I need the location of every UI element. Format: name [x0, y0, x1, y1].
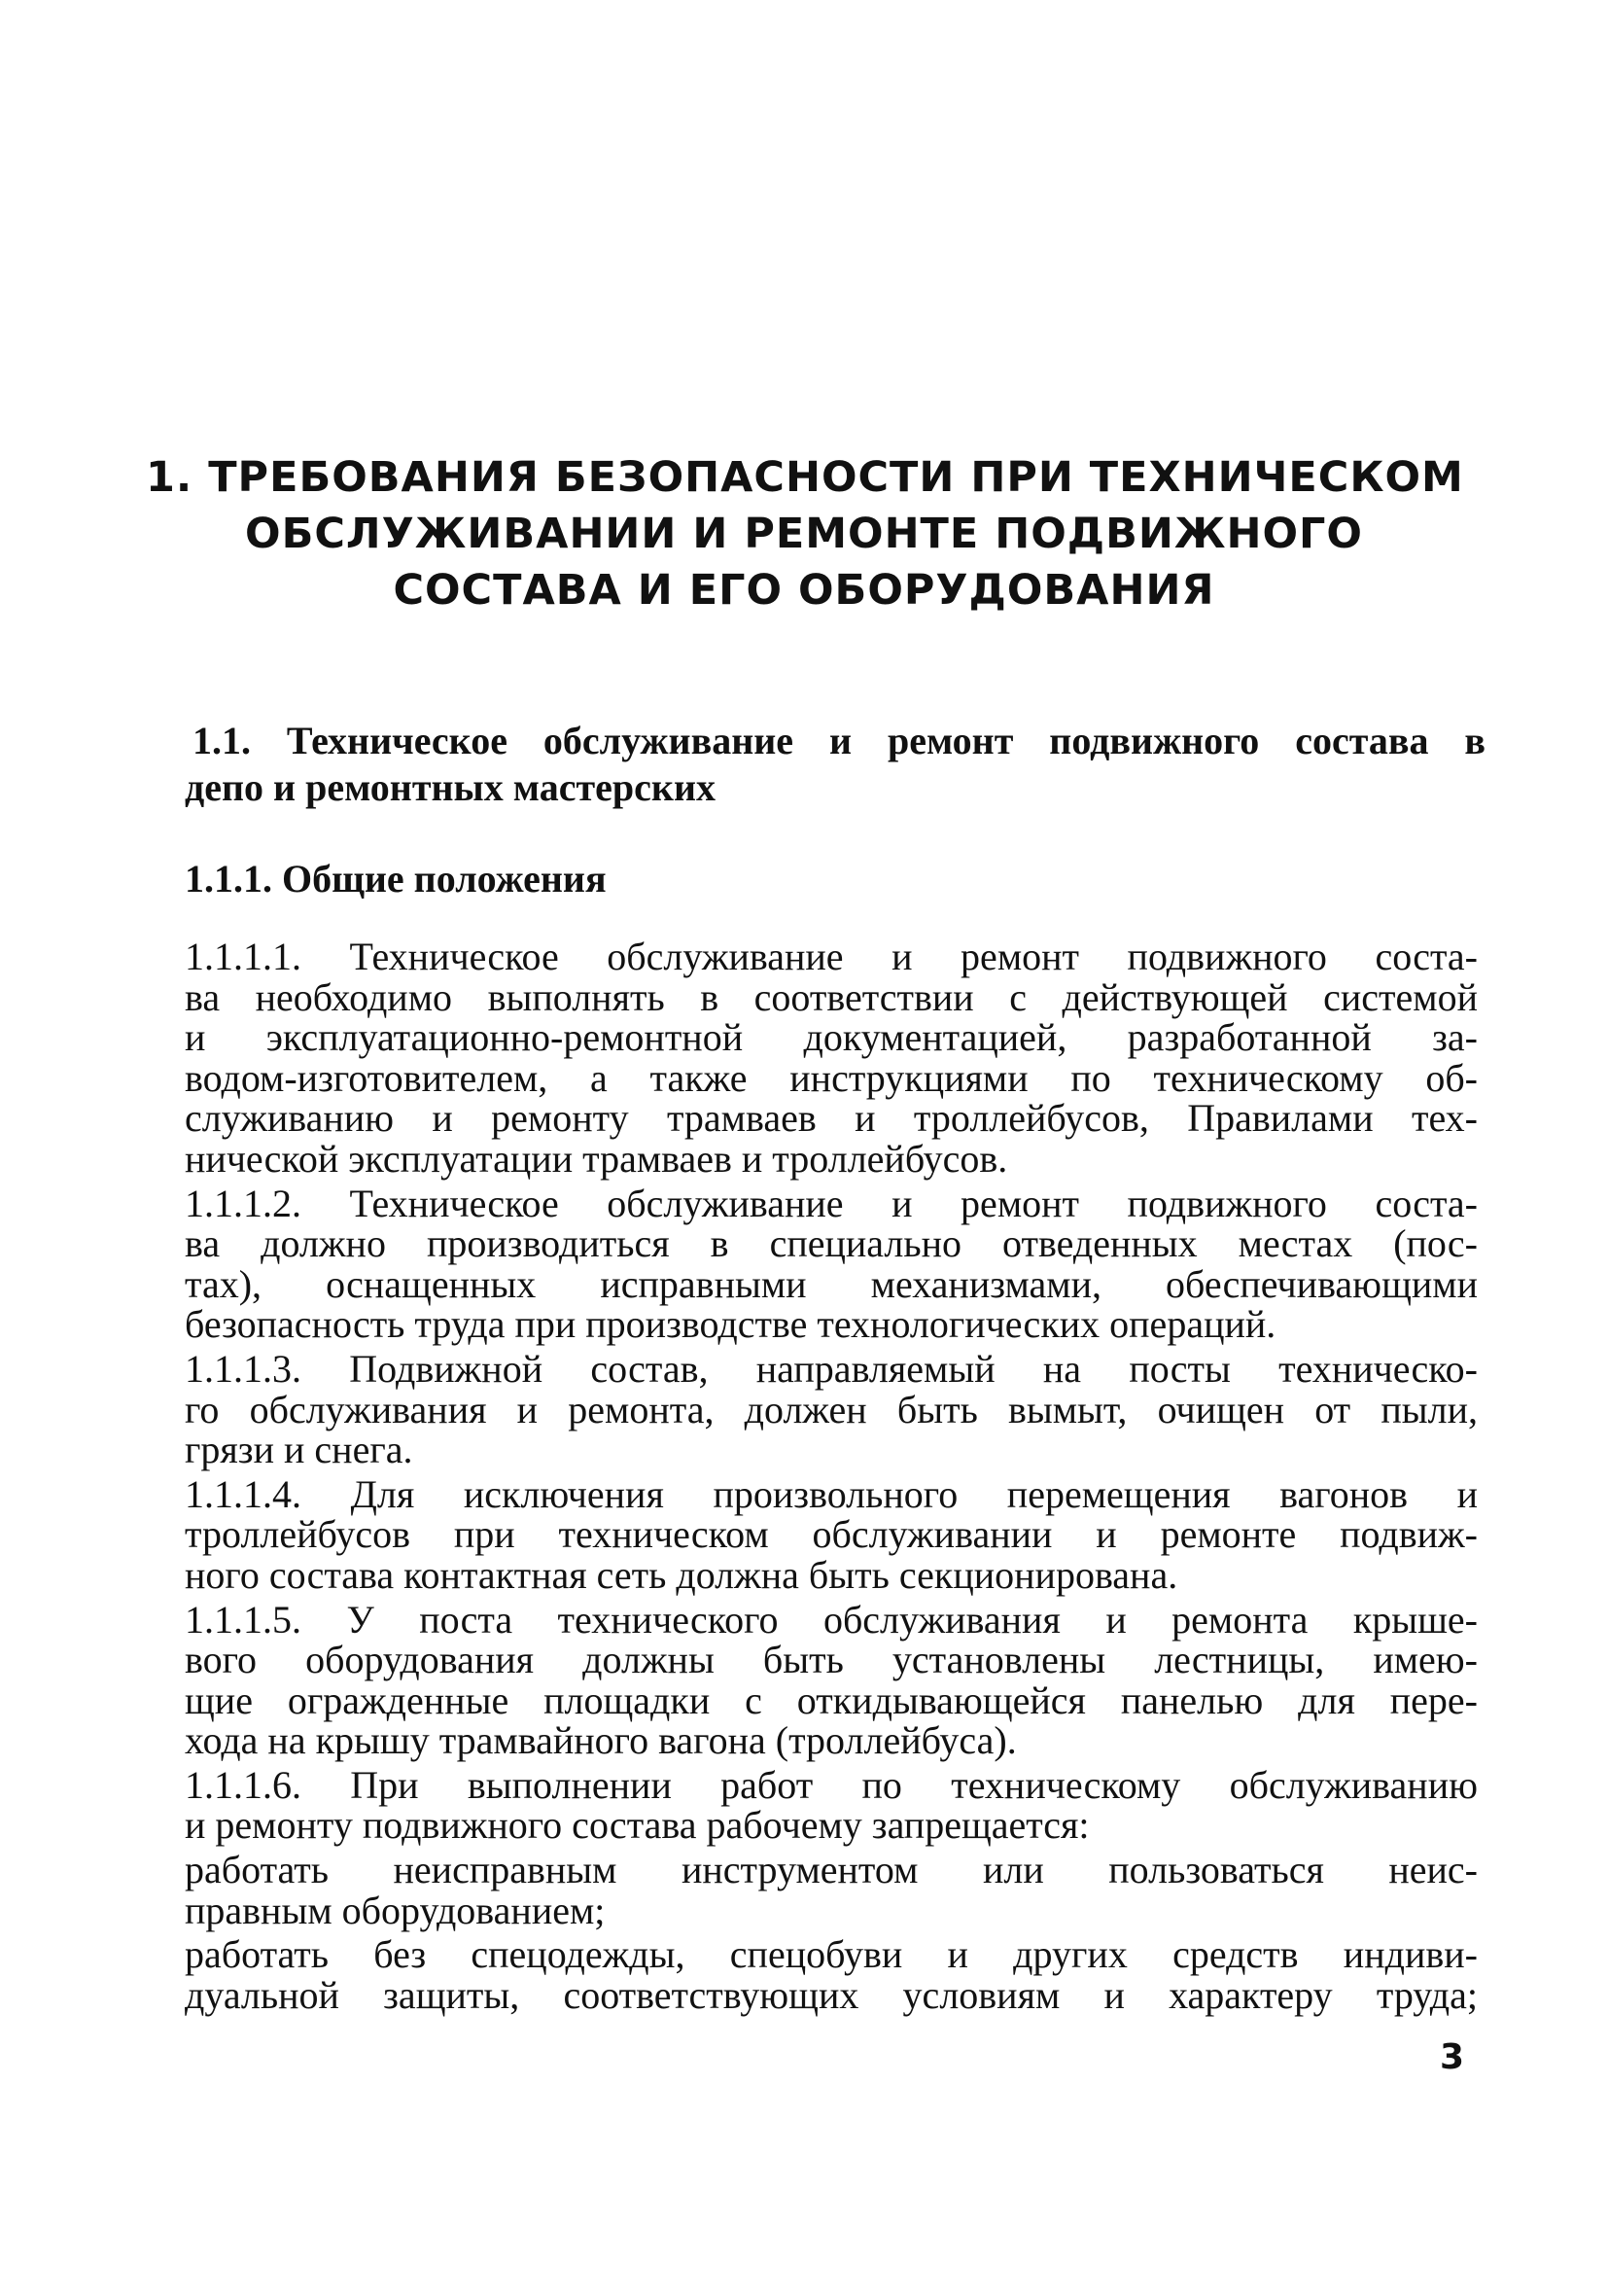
text-line: работать неисправным инструментом или пользоваться неис-	[185, 1848, 1478, 1892]
chapter-title-line: ОБСЛУЖИВАНИИ И РЕМОНТЕ ПОДВИЖНОГО	[245, 510, 1363, 558]
page-number: 3	[1439, 2037, 1464, 2077]
text-line: 1.1.1.5. У поста технического обслуживания и ремонта крыше-	[185, 1597, 1478, 1642]
text-line: водом-изготовителем, а также инструкциями по техническому об-	[185, 1055, 1478, 1100]
text-line: нической эксплуатации трамваев и троллейбусов.	[185, 1136, 1008, 1181]
text-line: 1.1.1.1. Техническое обслуживание и ремонт подвижного соста-	[185, 935, 1478, 978]
paragraph-1-1-1-6	[185, 1762, 1478, 1848]
text-line: работать без спецодежды, спецобуви и других средств индиви-	[185, 1932, 1478, 1977]
paragraph-1-1-1-4	[185, 1471, 1478, 1597]
text-line: щие огражденные площадки с откидывающейся панелью для пере-	[185, 1678, 1478, 1722]
text-line: троллейбусов при техническом обслуживании и ремонте подвиж-	[185, 1512, 1478, 1557]
paragraph-1-1-1-3	[185, 1346, 1478, 1472]
text-line: 1.1.1.3. Подвижной состав, направляемый на посты техническо-	[185, 1346, 1478, 1391]
text-line: 1.1.1.4. Для исключения произвольного перемещения вагонов и	[185, 1471, 1478, 1516]
text-line: правным оборудованием;	[185, 1888, 606, 1932]
chapter-title-line: СОСТАВА И ЕГО ОБОРУДОВАНИЯ	[393, 566, 1215, 615]
chapter-title-line: 1. ТРЕБОВАНИЯ БЕЗОПАСНОСТИ ПРИ ТЕХНИЧЕСКОМ	[146, 453, 1464, 502]
text-line: го обслуживания и ремонта, должен быть вымыт, очищен от пыли,	[185, 1387, 1478, 1431]
section-heading-line: 1.1.1. Общие положения	[185, 857, 607, 901]
text-line: 1.1.1.6. При выполнении работ по техническому обслуживанию	[185, 1762, 1478, 1807]
text-line: ва должно производиться в специально отведенных местах (пос-	[185, 1221, 1478, 1266]
text-line: и ремонту подвижного состава рабочему запрещается:	[185, 1803, 1090, 1848]
text-line: безопасность труда при производстве технологических операций.	[185, 1302, 1276, 1347]
text-line: вого оборудования должны быть установлены лестницы, имею-	[185, 1638, 1478, 1682]
text-line: служиванию и ремонту трамваев и троллейбусов, Правилами тех-	[185, 1096, 1478, 1141]
section-heading-1-1	[185, 718, 1486, 811]
chapter-title	[146, 449, 1462, 618]
text-line: 1.1.1.2. Техническое обслуживание и ремонт подвижного соста-	[185, 1181, 1478, 1225]
section-heading-line: 1.1. Техническое обслуживание и ремонт подвижного состава в	[192, 719, 1486, 762]
text-line: и эксплуатационно-ремонтной документацией, разработанной за-	[185, 1015, 1478, 1060]
text-line: тах), оснащенных исправными механизмами, обеспечивающими	[185, 1261, 1478, 1306]
list-item-prohibition	[185, 1934, 1478, 2015]
text-line: ного состава контактная сеть должна быть секционирована.	[185, 1552, 1178, 1597]
list-item-prohibition	[185, 1850, 1478, 1930]
text-line: ва необходимо выполнять в соответствии с действующей системой	[185, 974, 1478, 1019]
text-line: грязи и снега.	[185, 1428, 413, 1472]
paragraph-1-1-1-2	[185, 1183, 1478, 1345]
paragraph-1-1-1-5	[185, 1597, 1478, 1763]
text-line: хода на крышу трамвайного вагона (троллейбуса).	[185, 1718, 1017, 1763]
section-heading-line: депо и ремонтных мастерских	[185, 765, 716, 809]
paragraph-1-1-1-1	[185, 936, 1478, 1180]
text-line: дуальной защиты, соответствующих условиям и характеру труда;	[185, 1972, 1478, 2017]
section-heading-1-1-1	[185, 856, 1478, 902]
body-text	[185, 936, 1478, 2019]
